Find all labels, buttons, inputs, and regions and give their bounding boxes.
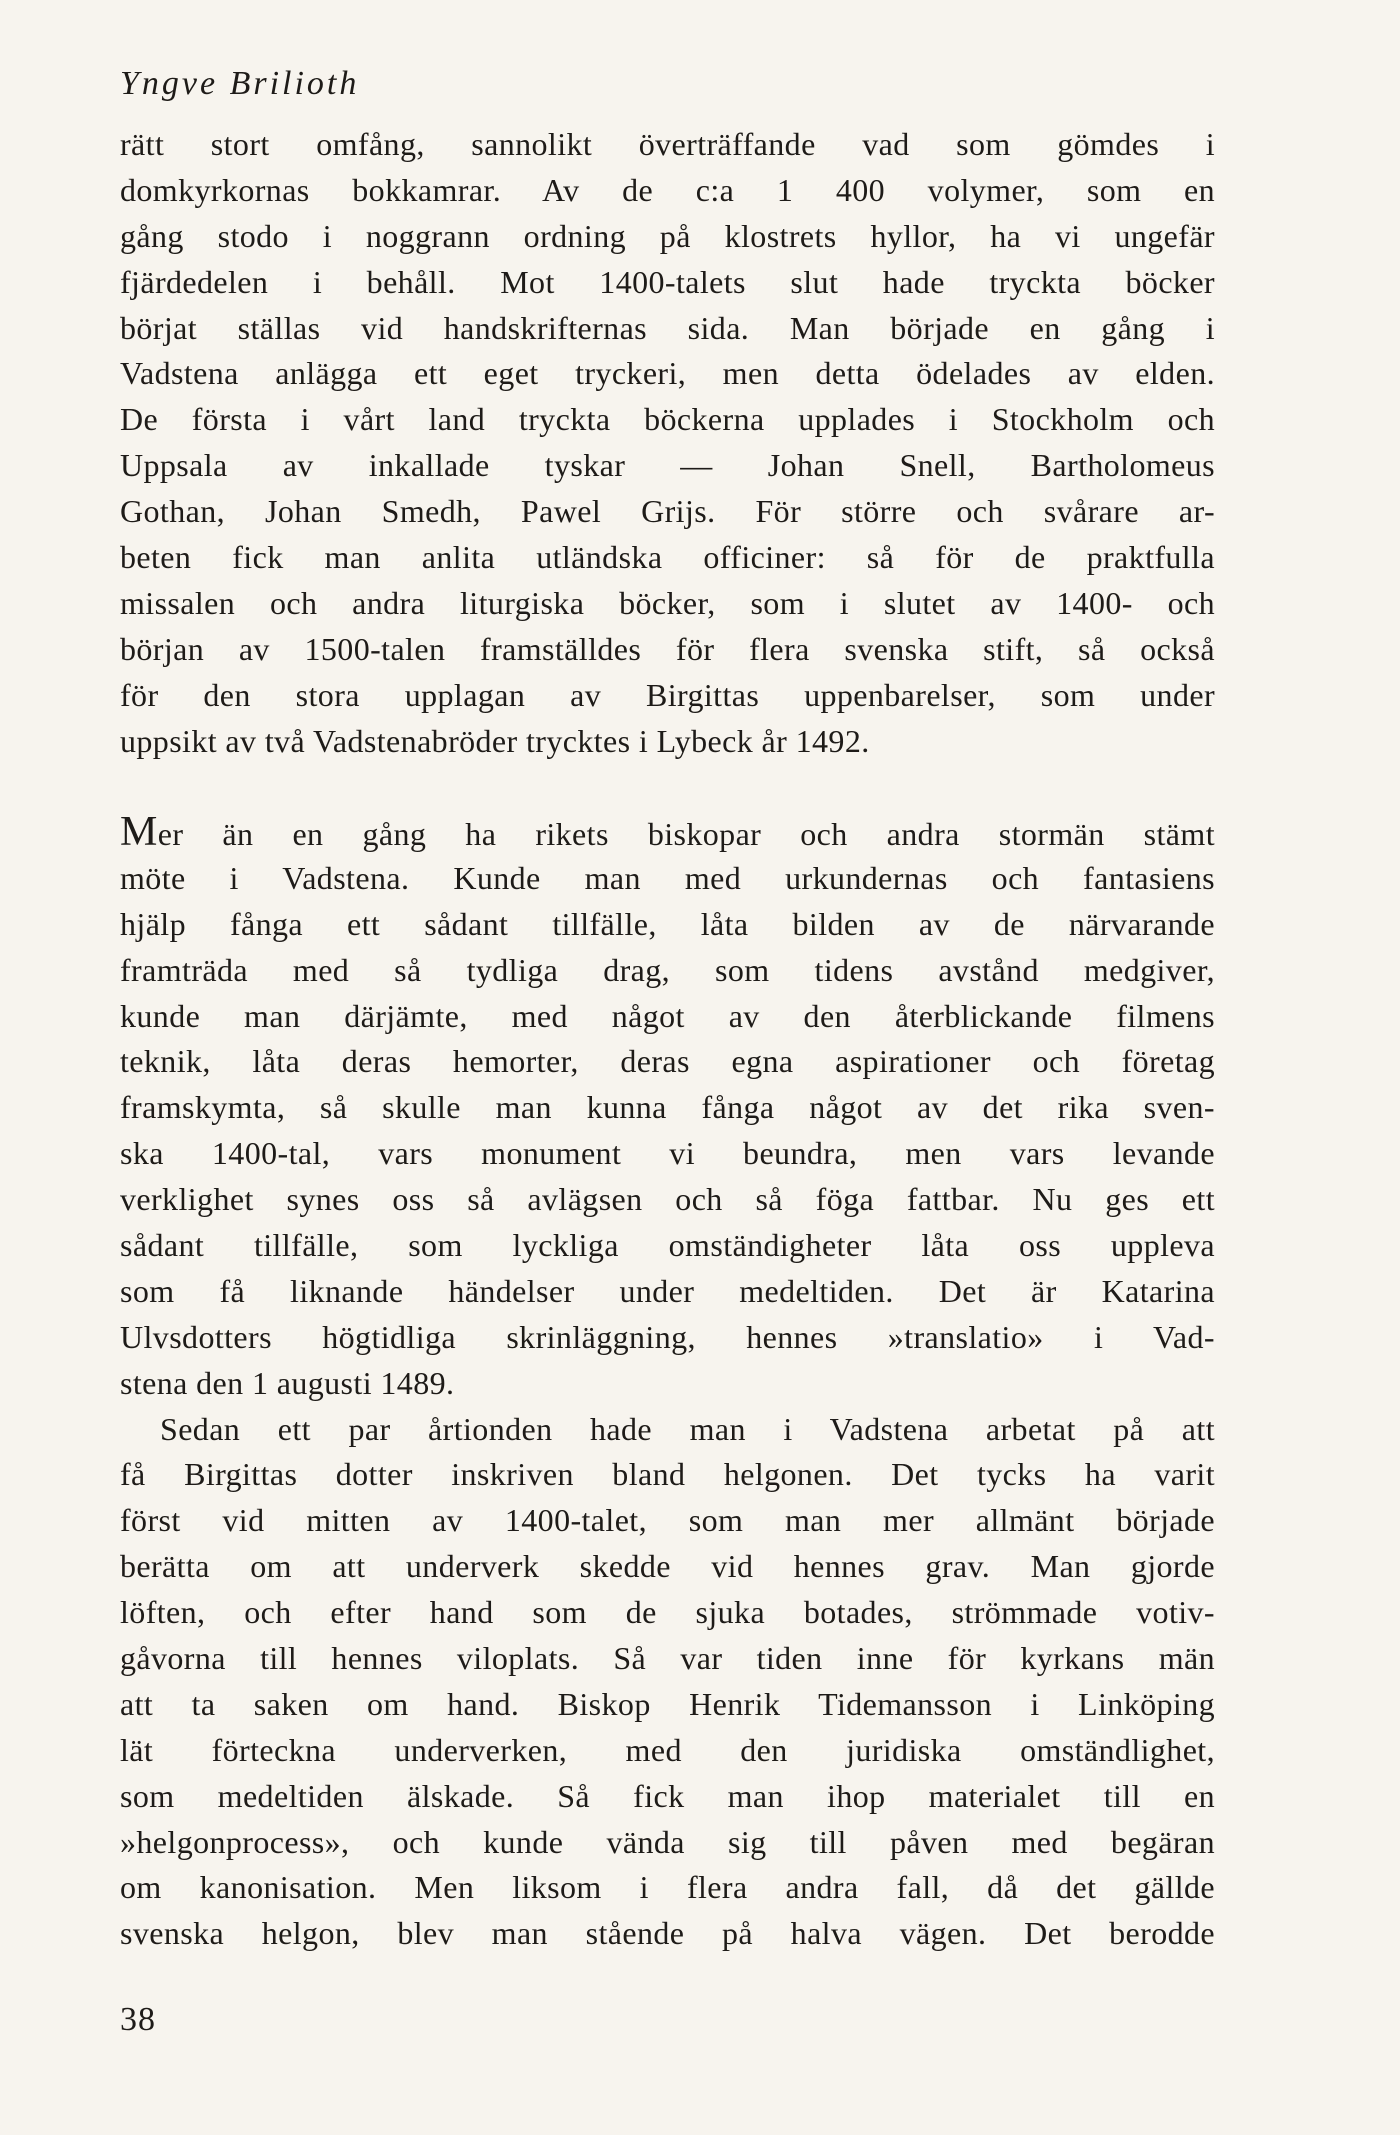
text-line: Sedan ett par årtionden hade man i Vadstena arbetat på att xyxy=(160,1410,1215,1447)
text-line: hjälp fånga ett sådant tillfälle, låta bilden av de närvarande xyxy=(120,905,1215,942)
text-line: missalen och andra liturgiska böcker, som i slutet av 1400- och xyxy=(120,584,1215,621)
text-line: framskymta, så skulle man kunna fånga något av det rika sven- xyxy=(120,1089,1215,1126)
text-line: stena den 1 augusti 1489. xyxy=(120,1364,455,1401)
text-line: Vadstena anlägga ett eget tryckeri, men detta ödelades av elden. xyxy=(120,355,1215,392)
text-line: berätta om att underverk skedde vid hennes grav. Man gjorde xyxy=(120,1548,1215,1585)
text-line: möte i Vadstena. Kunde man med urkundernas och fantasiens xyxy=(120,859,1215,896)
text-line: som medeltiden älskade. Så fick man ihop materialet till en xyxy=(120,1777,1215,1814)
text-line: domkyrkornas bokkamrar. Av de c:a 1 400 volymer, som en xyxy=(120,171,1215,208)
first-line-text: er än en gång ha rikets biskopar och andra stormän stämt xyxy=(157,816,1215,852)
text-line: att ta saken om hand. Biskop Henrik Tidemansson i Linköping xyxy=(120,1685,1215,1722)
text-line: beten fick man anlita utländska officiner: så för de praktfulla xyxy=(120,539,1215,576)
text-line: svenska helgon, blev man stående på halva vägen. Det berodde xyxy=(120,1915,1215,1952)
text-line: »helgonprocess», och kunde vända sig till påven med begäran xyxy=(120,1823,1215,1860)
text-line: få Birgittas dotter inskriven bland helgonen. Det tycks ha varit xyxy=(120,1456,1215,1493)
text-line: fjärdedelen i behåll. Mot 1400-talets slut hade tryckta böcker xyxy=(120,263,1215,300)
text-line: först vid mitten av 1400-talet, som man mer allmänt började xyxy=(120,1502,1215,1539)
text-line: sådant tillfälle, som lyckliga omständigheter låta oss uppleva xyxy=(120,1227,1215,1264)
text-line: verklighet synes oss så avlägsen och så föga fattbar. Nu ges ett xyxy=(120,1181,1215,1218)
text-line: början av 1500-talen framställdes för flera svenska stift, så också xyxy=(120,630,1215,667)
text-line: rätt stort omfång, sannolikt överträffande vad som gömdes i xyxy=(120,126,1215,162)
text-line: lät förteckna underverken, med den juridiska omständlighet, xyxy=(120,1731,1215,1768)
section-translatio xyxy=(120,810,1215,1957)
text-line: börjat ställas vid handskrifternas sida. Man började en gång i xyxy=(120,309,1215,346)
text-line: ska 1400-tal, vars monument vi beundra, men vars levande xyxy=(120,1135,1215,1172)
text-line: Uppsala av inkallade tyskar — Johan Snell, Bartholomeus xyxy=(120,447,1215,484)
text-line: om kanonisation. Men liksom i flera andra fall, då det gällde xyxy=(120,1869,1215,1906)
text-line: löften, och efter hand som de sjuka botades, strömmade votiv- xyxy=(120,1594,1215,1631)
text-line: Ulvsdotters högtidliga skrinläggning, hennes »translatio» i Vad- xyxy=(120,1318,1215,1355)
text-line: kunde man därjämte, med något av den återblickande filmens xyxy=(120,997,1215,1034)
paragraph-printing-history xyxy=(120,122,1215,764)
text-line: teknik, låta deras hemorter, deras egna aspirationer och företag xyxy=(120,1043,1215,1080)
text-line: framträda med så tydliga drag, som tidens avstånd medgiver, xyxy=(120,951,1215,988)
running-head-author: Yngve Brilioth xyxy=(120,65,360,102)
text-line: De första i vårt land tryckta böckerna upplades i Stockholm och xyxy=(120,401,1215,438)
text-line: Gothan, Johan Smedh, Pawel Grijs. För större och svårare ar- xyxy=(120,493,1215,530)
text-line: som få liknande händelser under medeltiden. Det är Katarina xyxy=(120,1272,1215,1309)
text-line: uppsikt av två Vadstenabröder trycktes i Lybeck år 1492. xyxy=(120,722,870,759)
initial-letter: M xyxy=(120,810,158,855)
text-line: för den stora upplagan av Birgittas uppenbarelser, som under xyxy=(120,676,1215,713)
section-first-line xyxy=(120,810,1215,856)
page-number: 38 xyxy=(120,2001,156,2038)
text-line: gång stodo i noggrann ordning på klostrets hyllor, ha vi ungefär xyxy=(120,217,1215,254)
text-line: gåvorna till hennes viloplats. Så var tiden inne för kyrkans män xyxy=(120,1640,1215,1677)
